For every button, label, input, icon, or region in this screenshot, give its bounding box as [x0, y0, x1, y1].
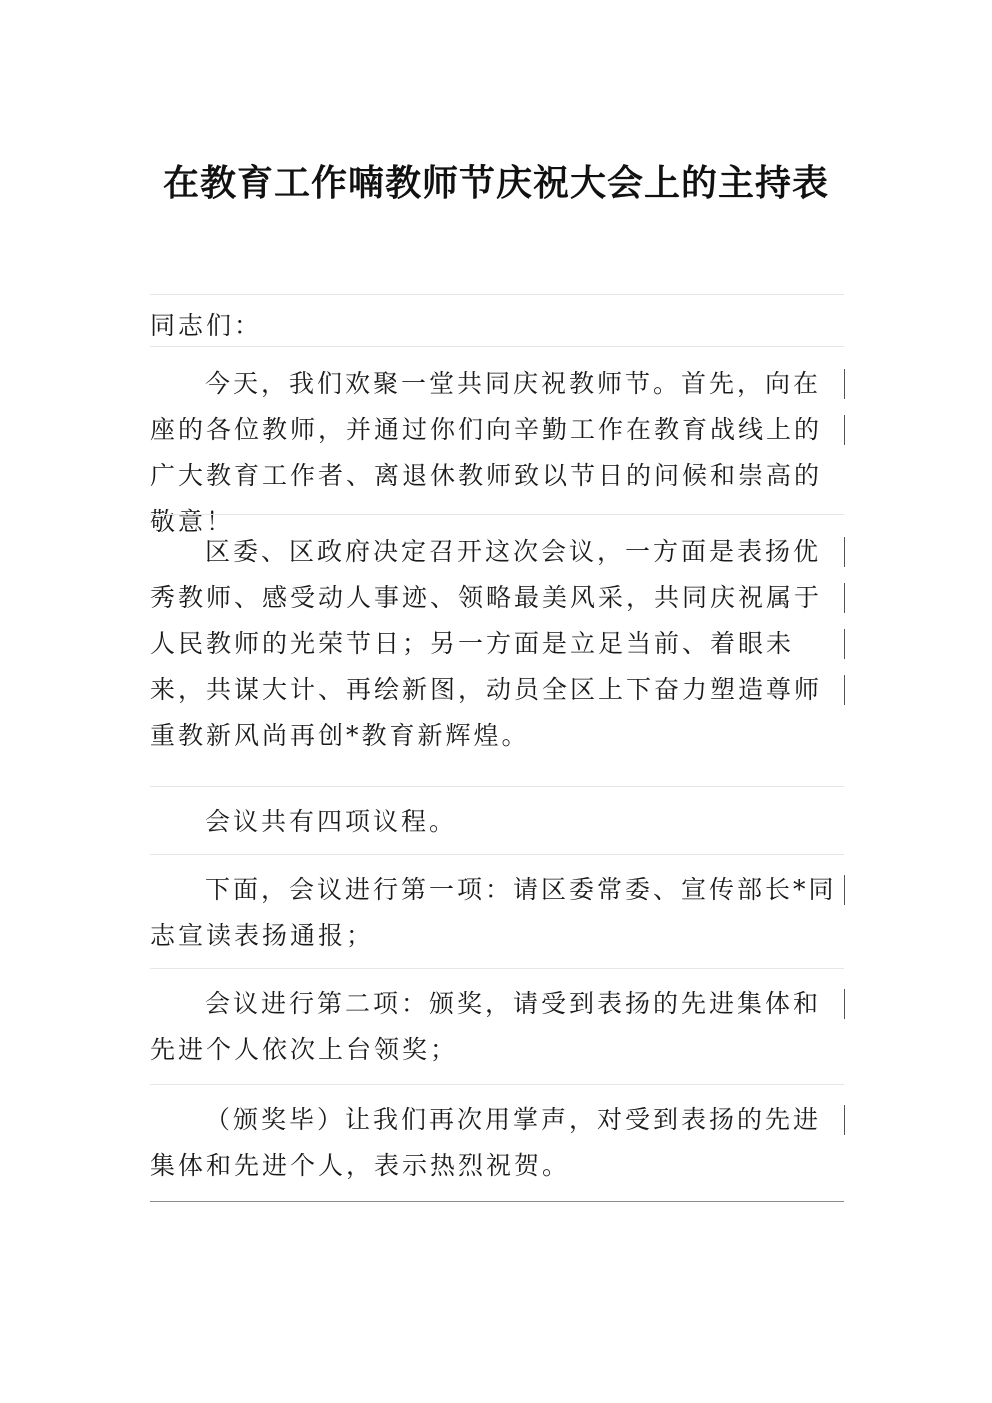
line-marker [844, 675, 845, 705]
paragraph-5 [150, 968, 844, 1084]
line-marker [844, 989, 845, 1019]
paragraph-2-text: 区委、区政府决定召开这次会议，一方面是表扬优秀教师、感受动人事迹、领略最美风采，共同庆祝属于人民教师的光荣节日；另一方面是立足当前、着眼未来，共谋大计、再绘新图，动员全区上下奋力塑造尊师重教新风尚再创*教育新辉煌。 [150, 537, 823, 750]
paragraph-1-text: 今天，我们欢聚一堂共同庆祝教师节。首先，向在座的各位教师，并通过你们向辛勤工作在教育战线上的广大教育工作者、离退休教师致以节日的问候和崇高的敬意！ [150, 369, 823, 536]
line-marker [844, 369, 845, 399]
line-marker [844, 1105, 845, 1135]
document-title: 在教育工作喃教师节庆祝大会上的主持表 [162, 163, 829, 204]
document-body [150, 294, 844, 1202]
paragraph-6-text: （颁奖毕）让我们再次用掌声，对受到表扬的先进集体和先进个人，表示热烈祝贺。 [150, 1105, 822, 1180]
paragraph-4 [150, 854, 844, 968]
paragraph-6 [150, 1084, 844, 1202]
line-marker [844, 537, 845, 567]
paragraph-1 [150, 346, 844, 536]
paragraph-5-text: 会议进行第二项：颁奖，请受到表扬的先进集体和先进个人依次上台领奖； [150, 989, 822, 1064]
paragraph-3: 会议共有四项议程。 [150, 786, 844, 854]
line-marker [844, 875, 845, 905]
greeting: 同志们： [150, 294, 844, 346]
line-marker [844, 629, 845, 659]
paragraph-2 [150, 514, 844, 786]
paragraph-4-text: 下面，会议进行第一项：请区委常委、宣传部长*同志宣读表扬通报； [150, 875, 837, 950]
line-marker [844, 415, 845, 445]
line-marker [844, 583, 845, 613]
